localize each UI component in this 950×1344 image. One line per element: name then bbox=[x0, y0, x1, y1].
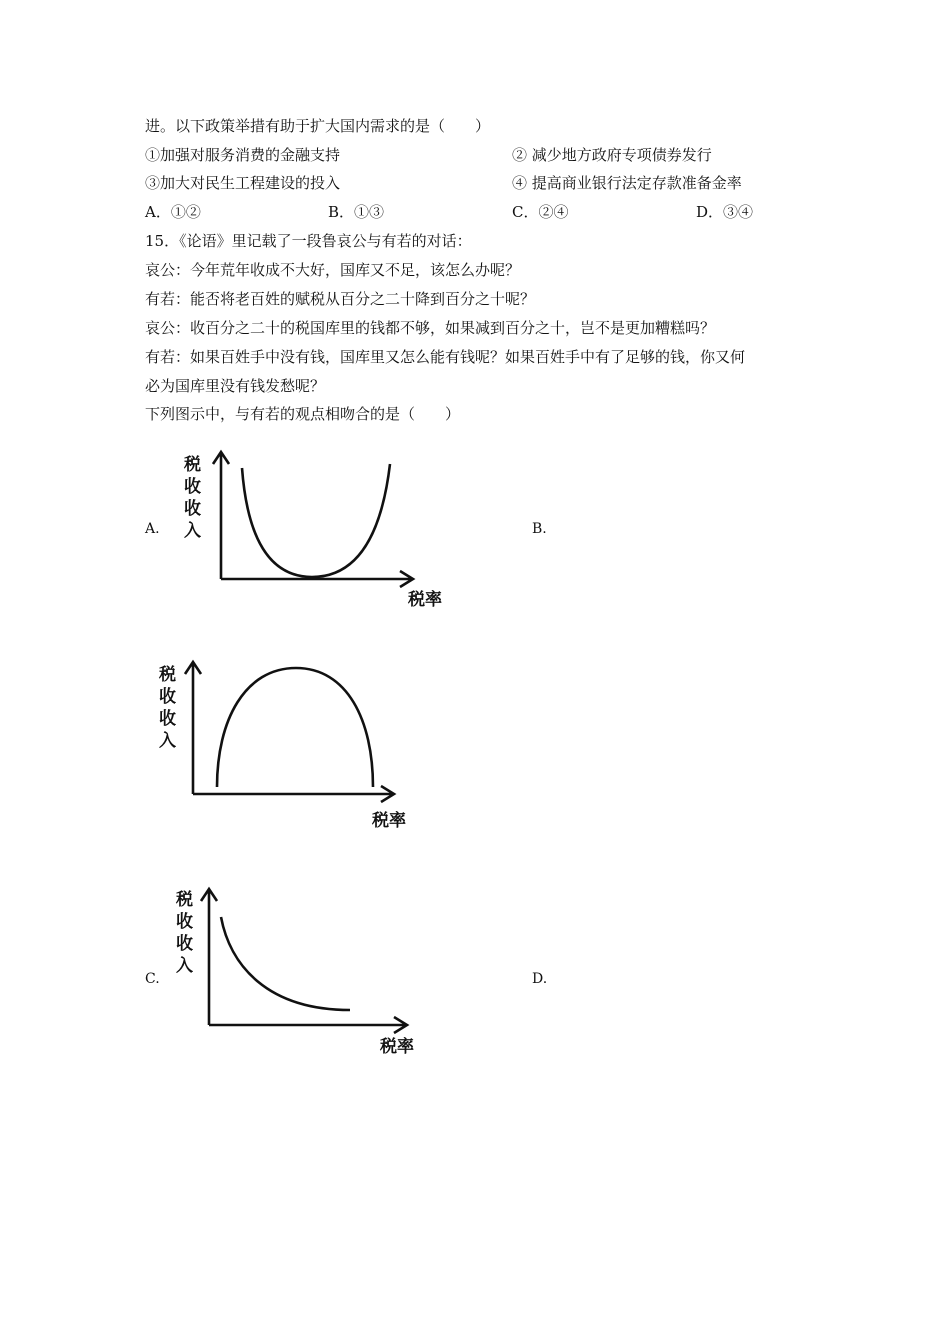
option-c-label: C. bbox=[145, 971, 160, 987]
y-label-char: 收 bbox=[184, 477, 201, 497]
y-label-char: 税 bbox=[176, 890, 193, 910]
inverted-u-curve bbox=[217, 668, 373, 787]
y-axis bbox=[213, 452, 229, 579]
x-axis-label: 税率 bbox=[408, 590, 442, 610]
q14-item-3: ③加大对民生工程建设的投入 bbox=[145, 174, 341, 192]
y-label-char: 税 bbox=[159, 665, 176, 685]
x-axis bbox=[193, 786, 394, 802]
y-axis bbox=[201, 889, 217, 1025]
y-axis-label bbox=[183, 455, 201, 541]
q14-option-c: C．②④ bbox=[512, 203, 569, 221]
q14-option-d: D．③④ bbox=[696, 203, 754, 221]
q15-dialogue-4a: 有若：如果百姓手中没有钱，国库里又怎么能有钱呢？如果百姓手中有了足够的钱，你又何 bbox=[145, 348, 746, 366]
decreasing-curve bbox=[221, 917, 350, 1010]
x-axis-label: 税率 bbox=[380, 1037, 414, 1057]
y-axis-label bbox=[158, 665, 176, 751]
y-label-char: 收 bbox=[184, 499, 201, 519]
y-label-char: 税 bbox=[184, 455, 201, 475]
y-label-char: 入 bbox=[159, 731, 176, 751]
y-label-char: 收 bbox=[159, 709, 176, 729]
y-axis-label bbox=[175, 890, 193, 976]
q15-dialogue-1: 哀公：今年荒年收成不大好，国库又不足，该怎么办呢？ bbox=[145, 261, 521, 279]
q15-prompt: 下列图示中，与有若的观点相吻合的是（ ） bbox=[145, 405, 461, 423]
x-axis bbox=[209, 1017, 407, 1033]
graph-c bbox=[172, 885, 452, 1060]
q14-option-b: B．①③ bbox=[328, 203, 385, 221]
q14-item-2: ② 减少地方政府专项债券发行 bbox=[512, 146, 712, 164]
u-shaped-curve bbox=[242, 464, 390, 577]
q14-option-a: A．①② bbox=[145, 203, 201, 221]
q14-item-4: ④ 提高商业银行法定存款准备金率 bbox=[512, 174, 742, 192]
q14-stem: 进。以下政策举措有助于扩大国内需求的是（ ） bbox=[145, 117, 491, 135]
q15-dialogue-2: 有若：能否将老百姓的赋税从百分之二十降到百分之十呢？ bbox=[145, 290, 536, 308]
y-label-char: 入 bbox=[184, 521, 201, 541]
y-label-char: 收 bbox=[176, 934, 193, 954]
q15-stem: 15．《论语》里记载了一段鲁哀公与有若的对话： bbox=[145, 232, 472, 250]
y-axis bbox=[185, 662, 201, 794]
option-a-label: A. bbox=[145, 521, 160, 537]
graph-inverted-u bbox=[155, 660, 435, 835]
graph-a bbox=[180, 448, 460, 613]
y-label-char: 入 bbox=[176, 956, 193, 976]
option-b-label: B. bbox=[532, 521, 547, 537]
x-axis bbox=[221, 571, 413, 587]
y-label-char: 收 bbox=[176, 912, 193, 932]
y-label-char: 收 bbox=[159, 687, 176, 707]
option-d-label: D. bbox=[532, 971, 548, 987]
q15-dialogue-3: 哀公：收百分之二十的税国库里的钱都不够，如果减到百分之十，岂不是更加糟糕吗？ bbox=[145, 319, 716, 337]
q15-dialogue-4b: 必为国库里没有钱发愁呢？ bbox=[145, 377, 326, 395]
x-axis-label: 税率 bbox=[372, 811, 406, 831]
q14-item-1: ①加强对服务消费的金融支持 bbox=[145, 146, 341, 164]
